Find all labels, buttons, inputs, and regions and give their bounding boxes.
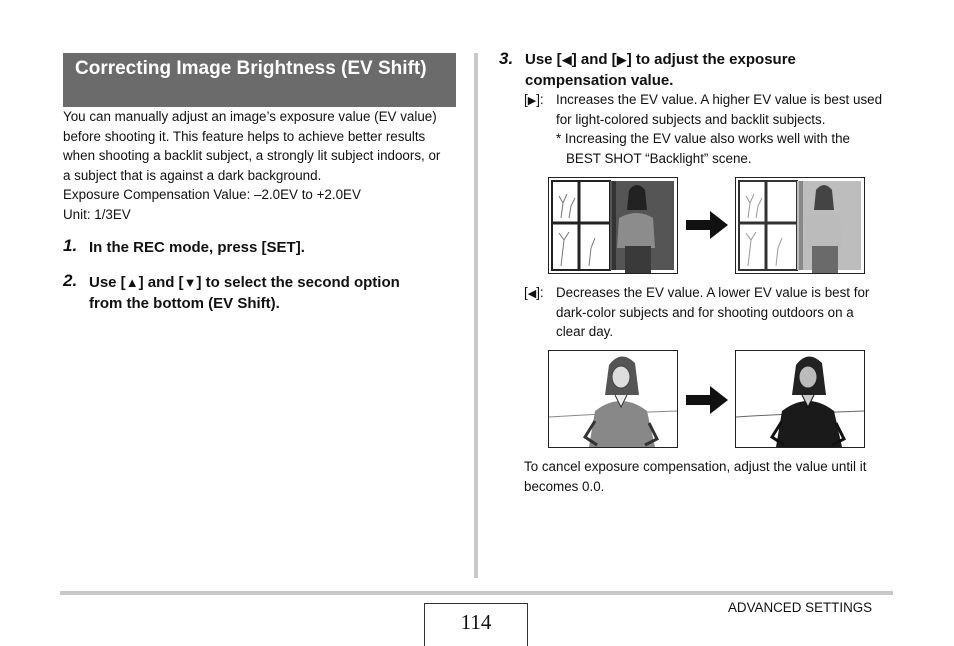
footer-section-label: ADVANCED SETTINGS xyxy=(728,600,873,615)
intro-line: before shooting it. This feature helps to achieve better results xyxy=(63,128,426,144)
decrease-key: [◀]: xyxy=(524,285,544,300)
right-arrow-icon xyxy=(686,386,728,414)
section-title: Correcting Image Brightness (EV Shift) xyxy=(63,53,456,107)
cancel-paragraph: To cancel exposure compensation, adjust the value until it becomes 0.0. xyxy=(524,459,867,494)
footer-divider xyxy=(60,591,893,595)
left-arrow-icon: ◀ xyxy=(561,52,572,67)
step-3-number: 3. xyxy=(499,49,514,68)
step-3-text: Use [◀] and [▶] to adjust the exposure compensation value. xyxy=(525,51,796,89)
photo-backlit-after xyxy=(735,177,865,274)
backlight-note: * Increasing the EV value also works well with the BEST SHOT “Backlight” scene. xyxy=(556,131,850,166)
left-arrow-icon: ◀ xyxy=(527,288,537,300)
step-2-text: Use [▲] and [▼] to select the second option from the bottom (EV Shift). xyxy=(89,274,400,312)
intro-paragraph xyxy=(63,107,458,225)
up-arrow-icon: ▲ xyxy=(125,275,139,290)
photo-backlit-before xyxy=(548,177,678,274)
intro-line: You can manually adjust an image’s exposure value (EV value) xyxy=(63,109,437,124)
decrease-description: Decreases the EV value. A lower EV value is best for dark-color subjects and for shooting outdoors on a clear day. xyxy=(556,285,870,340)
column-divider xyxy=(474,53,478,578)
right-arrow-icon xyxy=(686,211,728,239)
step-1-text: In the REC mode, press [SET]. xyxy=(89,239,305,256)
step-2-number: 2. xyxy=(63,271,78,290)
right-arrow-icon: ▶ xyxy=(527,95,537,107)
page-number: 114 xyxy=(424,603,528,646)
photo-bright-before xyxy=(548,350,678,448)
down-arrow-icon: ▼ xyxy=(183,275,197,290)
intro-line: a subject that is against a dark background. xyxy=(63,167,322,183)
intro-line: when shooting a backlit subject, a strongly lit subject indoors, or xyxy=(63,148,441,164)
ev-unit: Unit: 1/3EV xyxy=(63,206,131,222)
step-1-number: 1. xyxy=(63,236,78,255)
increase-key: [▶]: xyxy=(524,92,544,107)
increase-description: Increases the EV value. A higher EV value is best used for light-colored subjects and backlit subjects. xyxy=(556,92,883,127)
ev-range: Exposure Compensation Value: –2.0EV to +2.0EV xyxy=(63,187,361,203)
right-arrow-icon: ▶ xyxy=(616,52,627,67)
photo-bright-after xyxy=(735,350,865,448)
